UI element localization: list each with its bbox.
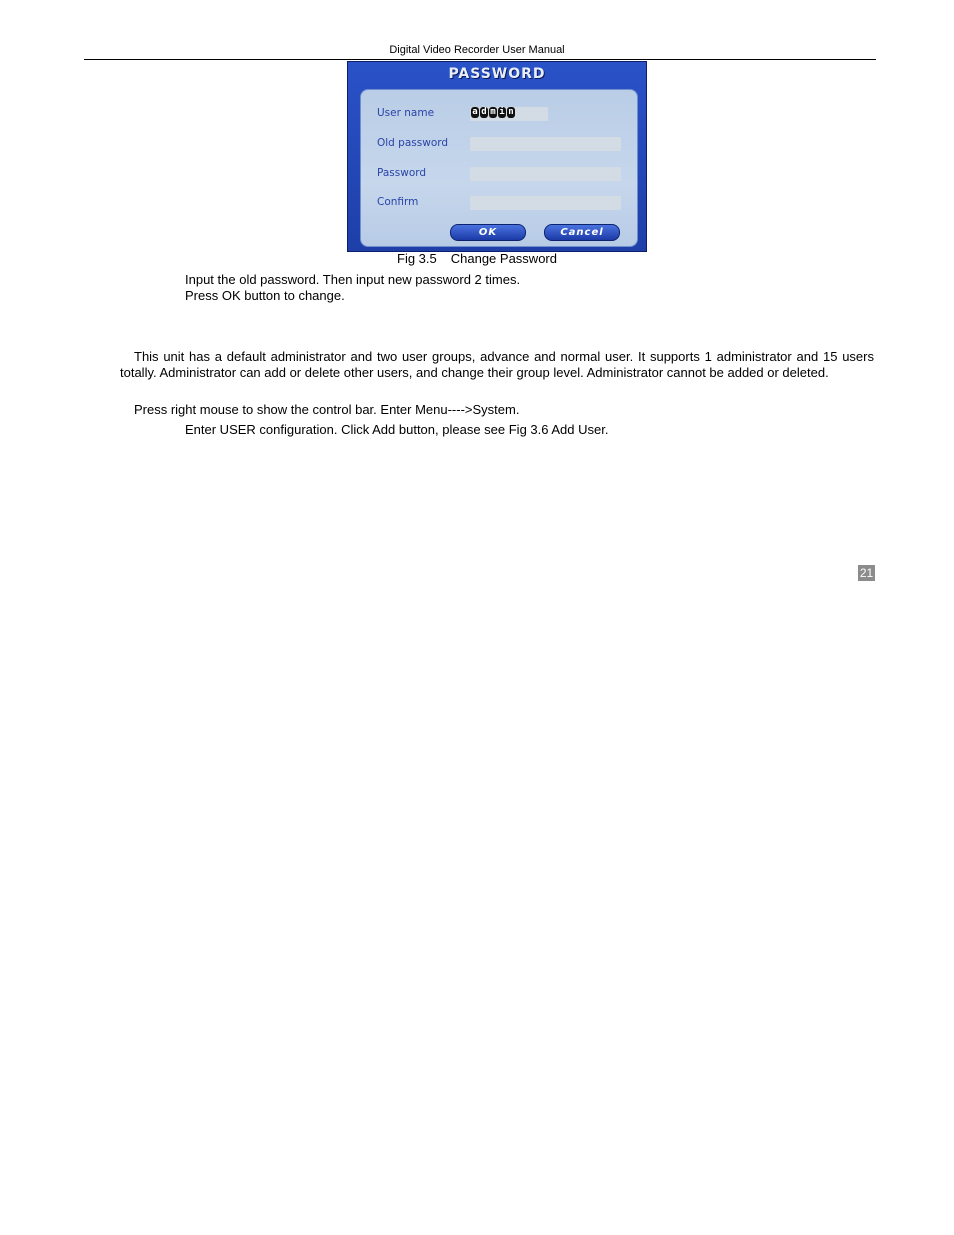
user-name-char: m — [490, 107, 496, 117]
figure-title: Change Password — [450, 251, 557, 266]
cancel-button[interactable]: Cancel — [544, 224, 620, 241]
password-label: Password — [377, 167, 427, 179]
header-rule — [84, 59, 876, 60]
figure-number: Fig 3.5 — [397, 251, 437, 266]
user-name-char: n — [508, 107, 514, 117]
user-name-char: a — [472, 107, 478, 117]
user-name-value — [471, 107, 515, 118]
confirm-label: Confirm — [377, 196, 419, 208]
password-field[interactable] — [470, 167, 621, 181]
instruction-line-4: Enter USER configuration. Click Add button, please see Fig 3.6 Add User. — [185, 422, 609, 437]
user-name-char: d — [481, 107, 487, 117]
user-groups-paragraph: This unit has a default administrator and two user groups, advance and normal user. It supports 1 administrator and 15 users totally. Administrator can add or delete other users, and change their group level. Administrator cannot be added or deleted. — [120, 349, 874, 380]
ok-button[interactable]: OK — [450, 224, 526, 241]
old-password-field[interactable] — [470, 137, 621, 151]
instruction-line-1: Input the old password. Then input new password 2 times. — [185, 272, 521, 287]
figure-caption — [0, 251, 954, 266]
old-password-label: Old password — [377, 137, 449, 149]
instruction-line-2: Press OK button to change. — [185, 288, 345, 303]
user-name-label: User name — [377, 107, 435, 119]
confirm-field[interactable] — [470, 196, 621, 210]
user-name-char: i — [499, 107, 505, 117]
page-number: 21 — [859, 566, 874, 580]
instruction-line-3: Press right mouse to show the control bar. Enter Menu---->System. — [134, 402, 520, 417]
password-dialog-screenshot — [347, 61, 647, 252]
dialog-title: PASSWORD — [448, 66, 546, 82]
running-header: Digital Video Recorder User Manual — [389, 44, 565, 56]
